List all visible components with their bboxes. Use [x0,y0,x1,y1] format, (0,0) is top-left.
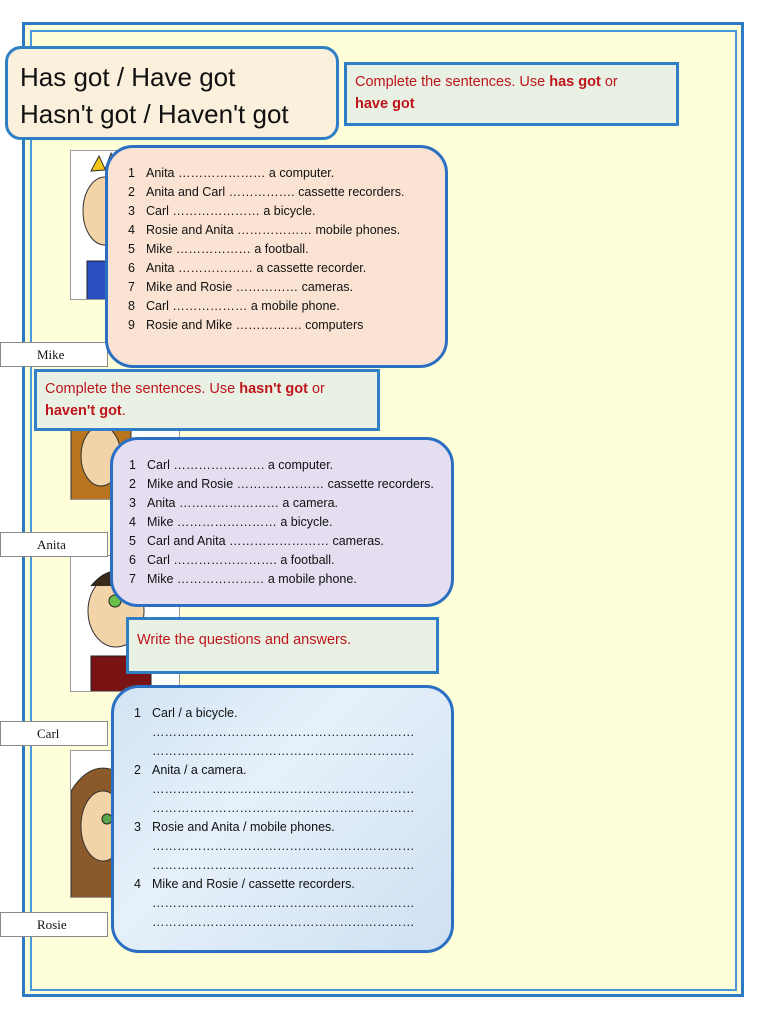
answer-line[interactable]: ……………………………………………………… [152,858,415,872]
name-label-rosie: Rosie [0,912,108,937]
exercise-2-item-number: 6 [129,553,136,567]
instruction-3-text: Write the questions and answers. [137,632,352,648]
instruction-2-bold-2: haven't got [45,403,122,419]
exercise-2-item-text: Mike and Rosie ………………… cassette recorders. [147,477,434,491]
exercise-1-item [128,183,445,202]
exercise-1-item-number: 4 [128,223,135,237]
exercise-1-item [128,221,445,240]
exercise-2-item-text: Mike ………………… a mobile phone. [147,572,357,586]
exercise-1-item-text: Mike and Rosie …………… cameras. [146,280,354,294]
exercise-2-item-text: Anita …………………… a camera. [147,496,339,510]
name-label-mike: Mike [0,342,108,367]
exercise-1-item-text: Carl ………………… a bicycle. [146,204,316,218]
exercise-1-item-number: 9 [128,318,135,332]
exercise-2-item-number: 3 [129,496,136,510]
exercise-3-question-number: 4 [134,877,141,891]
exercise-2-item-number: 1 [129,458,136,472]
instruction-2-bold-1: hasn't got [239,381,308,397]
instruction-1-mid: or [600,74,618,90]
exercise-3-box [111,685,454,953]
exercise-2-item-number: 2 [129,477,136,491]
exercise-3-list [134,704,451,932]
exercise-2-item [129,551,451,570]
exercise-3-question [134,818,451,837]
exercise-2-item-text: Mike …………………… a bicycle. [147,515,333,529]
title-line-1: Has got / Have got [20,62,236,92]
instruction-3 [126,617,439,674]
answer-line[interactable]: ……………………………………………………… [152,839,415,853]
exercise-3-question-number: 3 [134,820,141,834]
exercise-2-item-number: 5 [129,534,136,548]
exercise-2-item [129,570,451,589]
exercise-3-question [134,875,451,894]
name-label-carl: Carl [0,721,108,746]
answer-line[interactable]: ……………………………………………………… [152,782,415,796]
instruction-1-bold-2: have got [355,96,415,112]
exercise-1-item-number: 2 [128,185,135,199]
answer-line[interactable]: ……………………………………………………… [152,915,415,929]
instruction-2 [34,369,380,431]
exercise-2-item-text: Carl ……………………. a football. [147,553,335,567]
exercise-2-item-number: 7 [129,572,136,586]
exercise-2-item [129,532,451,551]
answer-line[interactable]: ……………………………………………………… [152,744,415,758]
exercise-1-item-text: Carl ……………… a mobile phone. [146,299,340,313]
exercise-2-item-text: Carl …………………. a computer. [147,458,334,472]
exercise-1-list [128,164,445,335]
exercise-1-item [128,316,445,335]
instruction-1-bold-1: has got [549,74,601,90]
exercise-3-question-text: Rosie and Anita / mobile phones. [152,820,335,834]
answer-line[interactable]: ……………………………………………………… [152,801,415,815]
name-label-anita: Anita [0,532,108,557]
exercise-1-item-text: Rosie and Anita ……………… mobile phones. [146,223,401,237]
exercise-3-question [134,761,451,780]
exercise-1-item [128,278,445,297]
answer-line[interactable]: ……………………………………………………… [152,896,415,910]
instruction-2-post: . [121,403,126,419]
exercise-3-question-text: Mike and Rosie / cassette recorders. [152,877,355,891]
exercise-2-item [129,475,451,494]
exercise-1-item-text: Rosie and Mike ……………. computers [146,318,364,332]
exercise-1-item-text: Mike ……………… a football. [146,242,309,256]
exercise-2-box [110,437,454,607]
instruction-2-text: Complete the sentences. Use [45,381,240,397]
exercise-2-item [129,513,451,532]
exercise-1-item-number: 1 [128,166,135,180]
exercise-1-item [128,202,445,221]
exercise-1-item [128,259,445,278]
exercise-1-item-number: 6 [128,261,135,275]
title-box [5,46,339,140]
exercise-3-question-number: 1 [134,706,141,720]
exercise-2-item-number: 4 [129,515,136,529]
exercise-2-list [129,456,451,589]
exercise-1-item [128,240,445,259]
exercise-1-item-text: Anita ………………… a computer. [146,166,335,180]
exercise-3-question-text: Anita / a camera. [152,763,247,777]
exercise-2-item-text: Carl and Anita …………………… cameras. [147,534,384,548]
exercise-2-item [129,494,451,513]
answer-line[interactable]: ……………………………………………………… [152,725,415,739]
exercise-1-item-text: Anita ……………… a cassette recorder. [146,261,367,275]
instruction-1-text: Complete the sentences. Use [355,74,550,90]
exercise-1-item [128,164,445,183]
exercise-1-item [128,297,445,316]
exercise-2-item [129,456,451,475]
title-line-2: Hasn't got / Haven't got [20,99,289,129]
exercise-1-item-number: 3 [128,204,135,218]
exercise-3-question-text: Carl / a bicycle. [152,706,238,720]
exercise-1-box [105,145,448,368]
instruction-2-mid: or [307,381,325,397]
exercise-1-item-number: 5 [128,242,135,256]
exercise-1-item-text: Anita and Carl ……………. cassette recorders. [146,185,405,199]
exercise-1-item-number: 8 [128,299,135,313]
exercise-3-question-number: 2 [134,763,141,777]
exercise-3-question [134,704,451,723]
exercise-1-item-number: 7 [128,280,135,294]
instruction-1 [344,62,679,126]
